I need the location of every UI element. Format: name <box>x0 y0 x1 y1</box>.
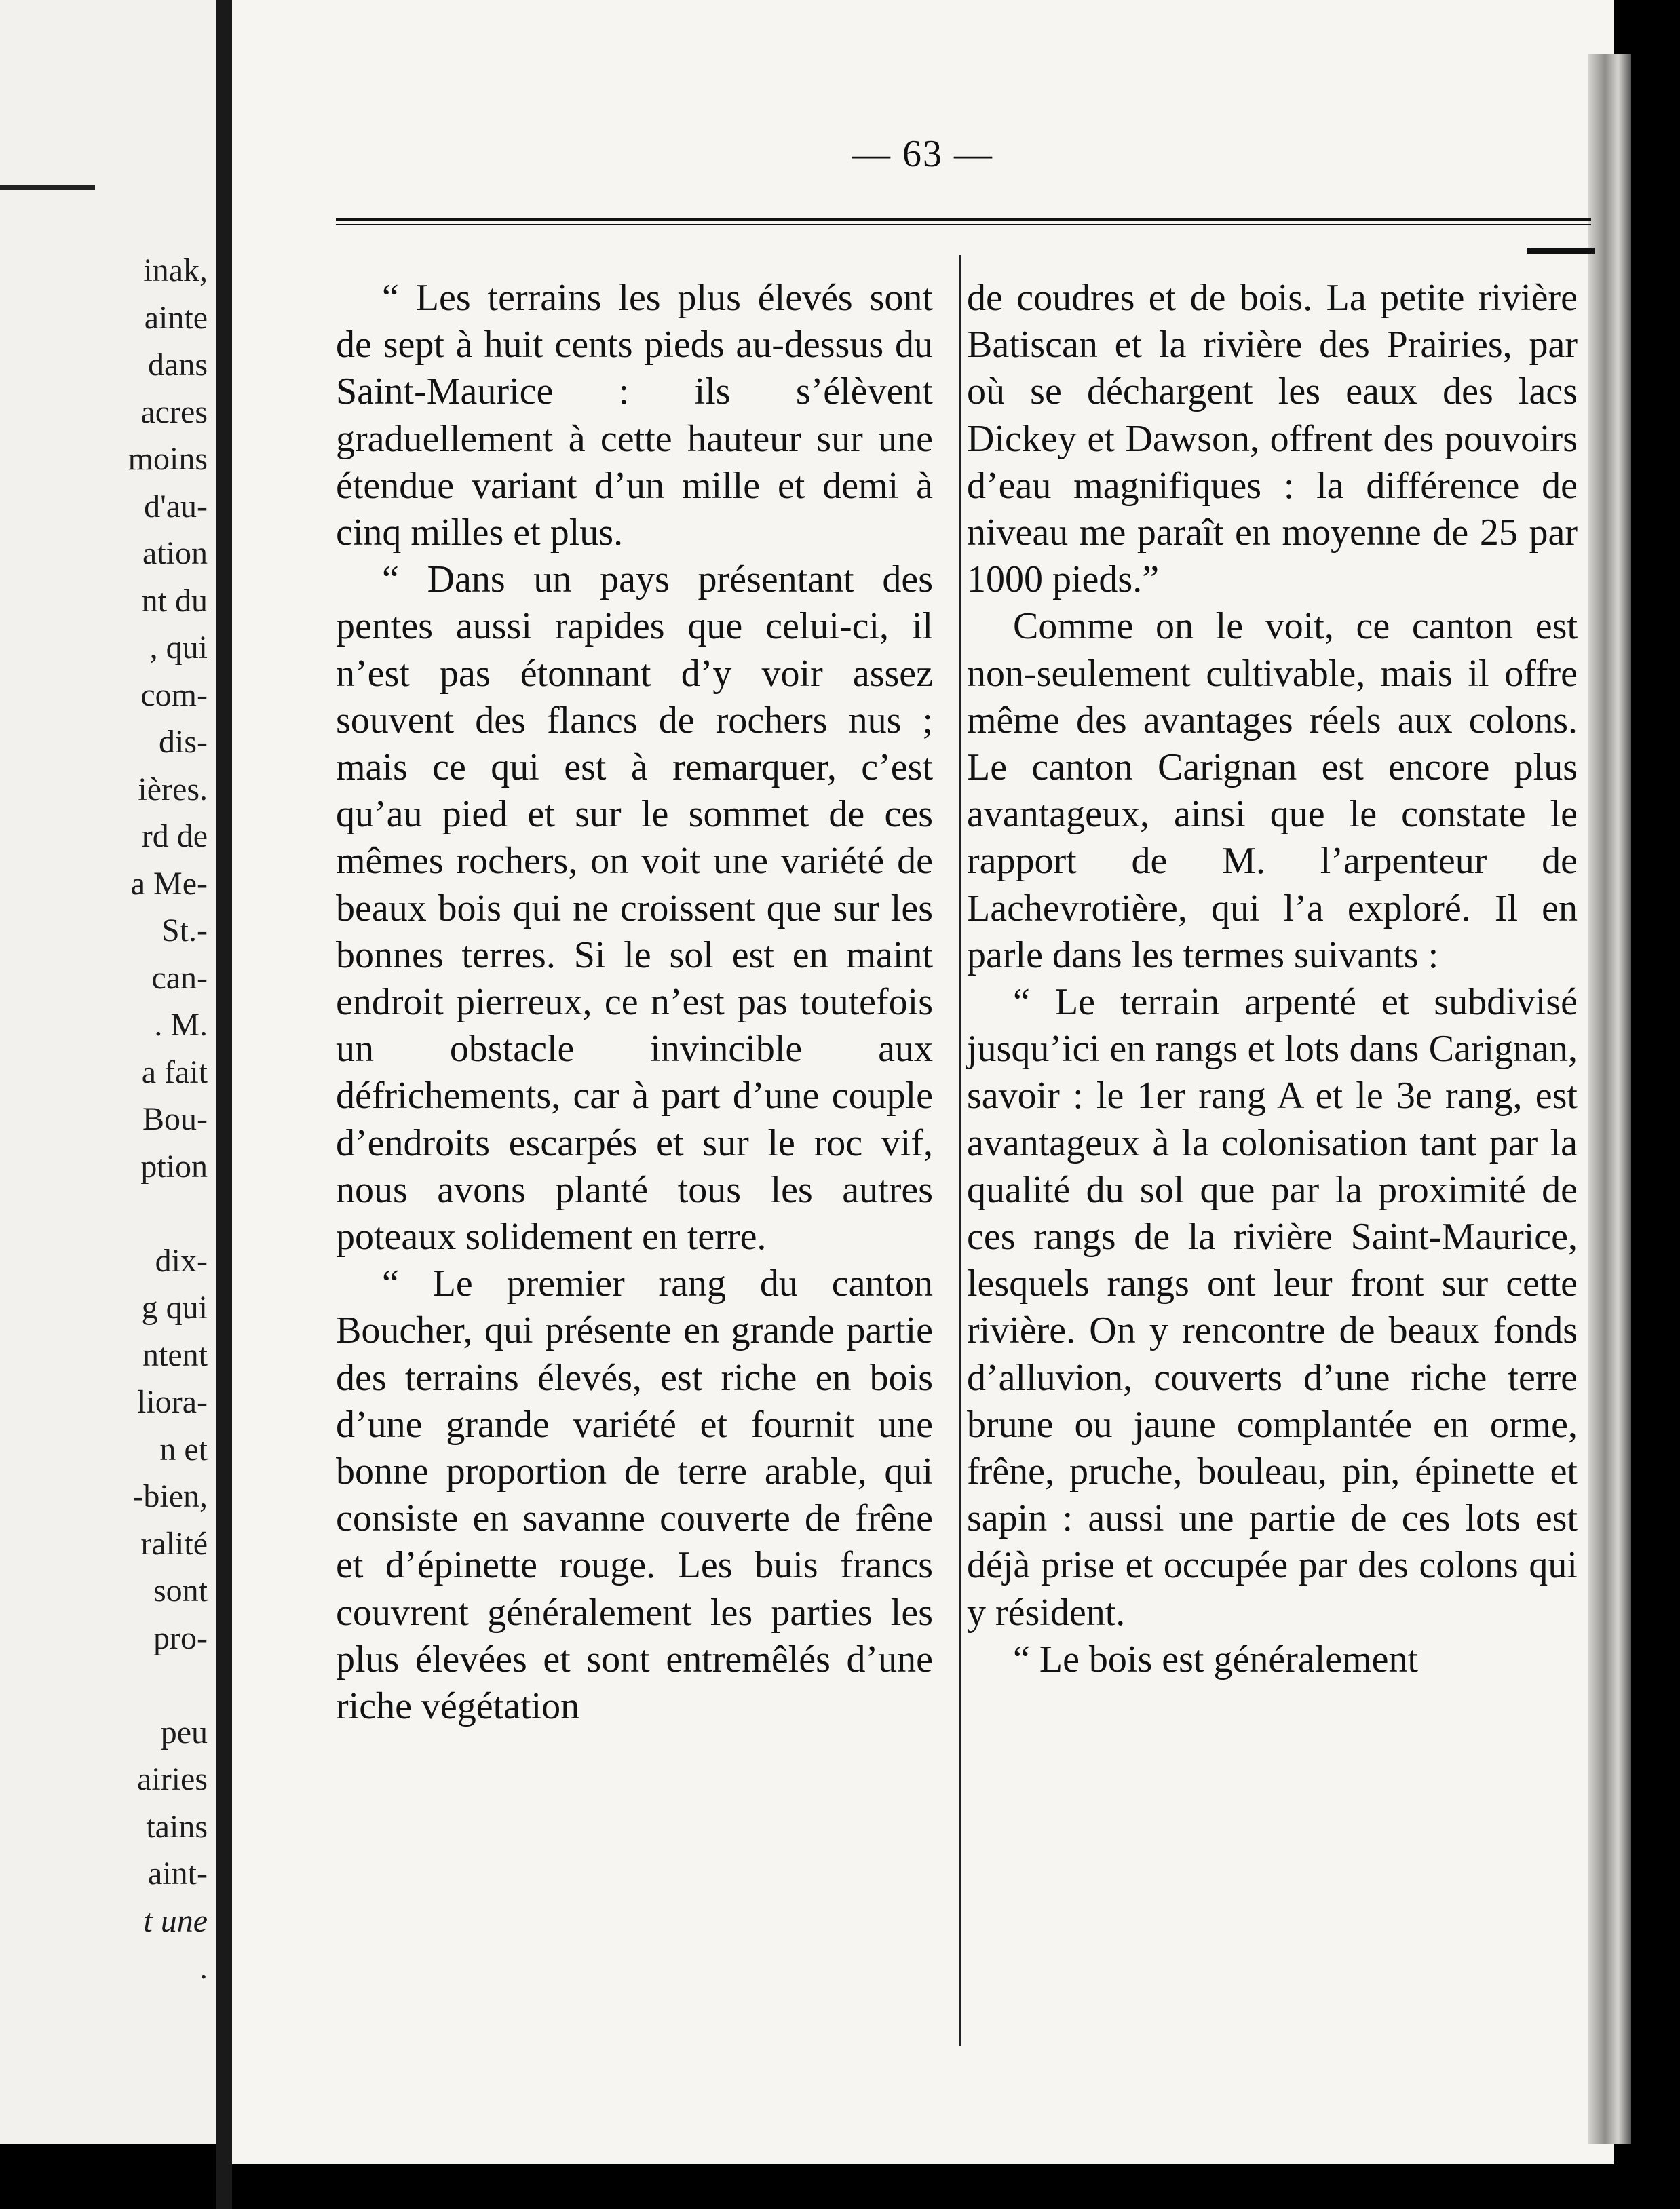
book-gutter <box>216 0 232 2209</box>
previous-page-line: ation <box>142 535 208 571</box>
page-number: — 63 — <box>852 133 993 175</box>
previous-page-line: aint- <box>148 1856 208 1891</box>
previous-page-line: d'au- <box>144 488 208 524</box>
paragraph: de coudres et de bois. La petite rivière Batiscan et la rivière des Prairies, par où se déchargent les eaux des lacs Dickey et Dawson, offrent des pouvoirs d’eau magnifiques : la différence de niveau me paraît en moyenne de 25 par 1000 pieds.” <box>967 277 1578 601</box>
previous-page-line: acres <box>140 393 208 430</box>
previous-page-line: ainte <box>144 299 208 336</box>
text-column-right <box>967 275 1578 2052</box>
previous-page-text <box>4 247 208 1992</box>
previous-page-line: liora- <box>137 1384 208 1420</box>
previous-page-line: a Me- <box>130 865 208 902</box>
header-rule <box>336 218 1591 225</box>
paragraph: “ Dans un pays présentant des pentes aussi rapides que celui-ci, il n’est pas étonnant d’y voir assez souvent des flancs de rochers nus ; mais ce qui est à remarquer, c’est qu’au pied et sur le sommet de ces mêmes rochers, on voit une variété de beaux bois qui ne croissent que sur les bonnes terres. Si le sol est en maint endroit pierreux, ce n’est pas toutefois un obstacle invincible aux défrichements, car à part d’une couple d’endroits escarpés et sur le roc vif, nous avons planté tous les autres poteaux solidement en terre. <box>336 558 933 1259</box>
previous-page-line: ption <box>140 1148 208 1185</box>
paragraph: Comme on le voit, ce canton est non-seulement cultivable, mais il offre même des avantages réels aux colons. Le canton Carignan est encore plus avantageux, ainsi que le constate le rapport de M. l’arpenteur de Lachevrotière, qui l’a exploré. Il en parle dans les termes suivants : <box>967 605 1578 976</box>
previous-page-line <box>4 1661 208 1709</box>
previous-page-fragment <box>0 0 216 2144</box>
previous-page-line: nt du <box>141 582 208 619</box>
text-column-left <box>336 275 933 2052</box>
previous-page-line: com- <box>140 676 208 713</box>
previous-page-line: moins <box>128 441 208 477</box>
previous-page-line: inak, <box>143 252 208 288</box>
previous-page-line: St.- <box>161 913 208 948</box>
previous-page-line: ntent <box>142 1337 208 1373</box>
previous-page-line: tains <box>146 1808 208 1845</box>
previous-page-line: dans <box>148 347 208 383</box>
previous-page-line: ières. <box>138 771 208 807</box>
previous-page-line: pro- <box>153 1619 208 1656</box>
previous-page-line: sont <box>153 1573 208 1609</box>
previous-page-rule <box>0 185 95 190</box>
previous-page-line: a fait <box>141 1054 208 1090</box>
previous-page-line: dix- <box>155 1242 208 1279</box>
previous-page-line: rd de <box>141 818 208 854</box>
previous-page-line: . <box>199 1950 208 1986</box>
previous-page-line: dis- <box>159 724 208 760</box>
previous-page-line: t une <box>143 1902 208 1939</box>
previous-page-line: peu <box>160 1714 208 1750</box>
previous-page-line: . M. <box>154 1007 208 1043</box>
previous-page-line: ralité <box>140 1525 208 1562</box>
paragraph: “ Les terrains les plus élevés sont de sept à huit cents pieds au-dessus du Saint-Maurice : ils s’élèvent graduellement à cette hauteur sur une étendue variant d’un mille et demi à cinq milles et plus. <box>336 277 933 554</box>
column-divider <box>959 255 961 2046</box>
previous-page-line: g qui <box>141 1290 208 1326</box>
previous-page-line: airies <box>137 1761 208 1797</box>
previous-page-line: Bou- <box>142 1101 208 1137</box>
previous-page-line: n et <box>159 1431 208 1467</box>
paragraph: “ Le bois est généralement <box>1013 1638 1419 1680</box>
previous-page-line: , qui <box>149 630 208 666</box>
previous-page-line: -bien, <box>132 1478 208 1514</box>
paragraph: “ Le premier rang du canton Boucher, qui présente en grande partie des terrains élevés, est riche en bois d’une grande variété et fournit une bonne proportion de terre arable, qui consiste en savanne couverte de frêne et d’épinette rouge. Les buis francs couvrent généralement les parties les plus élevées et sont entremêlés d’une riche végétation <box>336 1263 933 1728</box>
paragraph: “ Le terrain arpenté et subdivisé jusqu’ici en rangs et lots dans Carignan, savoir : le 1er rang A et le 3e rang, est avantageux à la colonisation tant par la qualité du sol que par la proximité de ces rangs de la rivière Saint-Maurice, lesquels rangs ont leur front sur cette rivière. On y rencontre de beaux fonds d’alluvion, couverts d’une riche terre brune ou jaune complantée en orme, frêne, pruche, bouleau, pin, épinette et sapin : aussi une partie de ces lots est déjà prise et occupée par des colons qui y résident. <box>967 981 1578 1634</box>
previous-page-line <box>4 1190 208 1237</box>
header-rule-end <box>1527 248 1595 254</box>
previous-page-line: can- <box>151 959 208 996</box>
page-edge <box>1588 54 1631 2144</box>
